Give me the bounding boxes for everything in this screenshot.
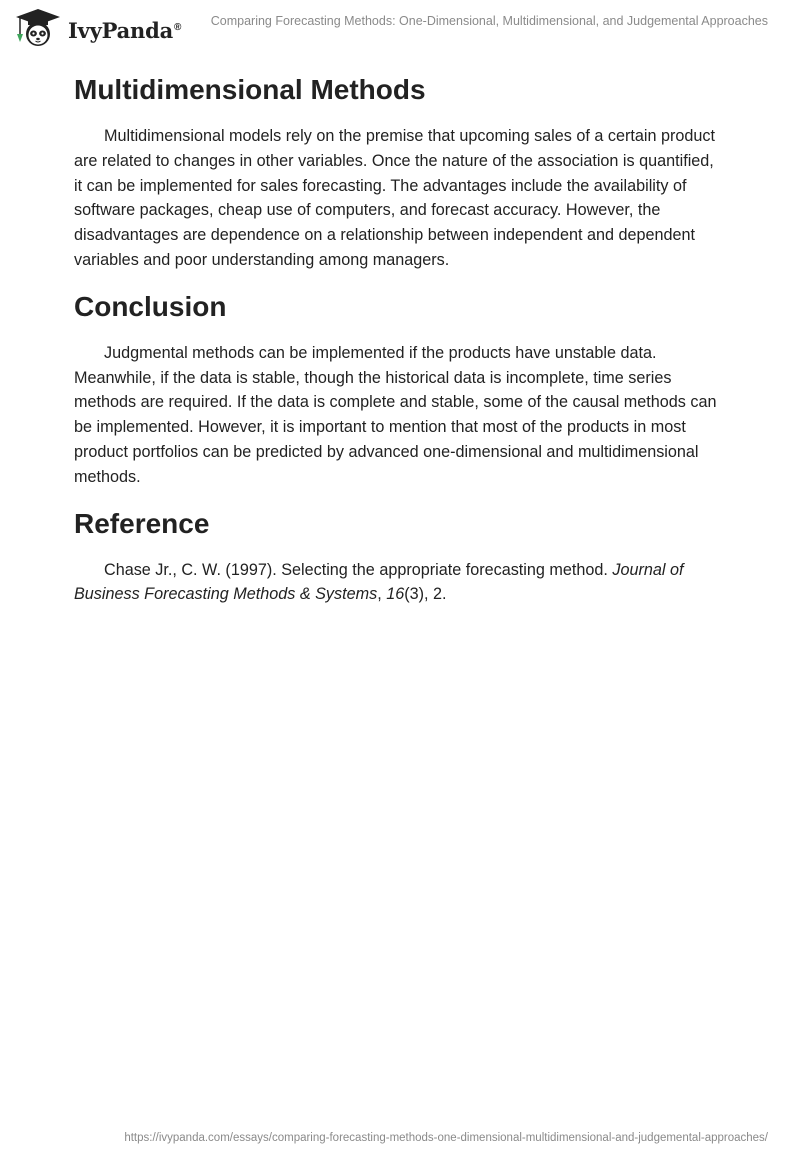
section-paragraph: Multidimensional models rely on the premise that upcoming sales of a certain product are related to changes in other variables. Once the nature of the association is quantified, it can be implemented for sales forecasting. The advantages include the availability of software packages, cheap use of computers, and forecast accuracy. However, the disadvantages are dependence on a relationship between independent and dependent variables and poor understanding among managers. [74, 127, 715, 269]
reference-journal: Journal of Business Forecasting Methods & Systems [74, 560, 684, 604]
reference-authors-title: Chase Jr., C. W. (1997). Selecting the appropriate forecasting method. [104, 560, 608, 579]
section-conclusion [74, 287, 724, 490]
essay-content [74, 70, 724, 621]
document-title: Comparing Forecasting Methods: One-Dimensional, Multidimensional, and Judgemental Approaches [210, 14, 768, 28]
section-heading: Multidimensional Methods [74, 74, 426, 105]
page-footer-url[interactable]: https://ivypanda.com/essays/comparing-forecasting-methods-one-dimensional-multidimensional-and-judgemental-approaches/ [124, 1132, 768, 1144]
section-paragraph: Judgmental methods can be implemented if the products have unstable data. Meanwhile, if the data is stable, though the historical data is incomplete, time series methods are required. If the data is complete and stable, some of the causal methods can be implemented. However, it is important to mention that most of the products in most product portfolios can be predicted by advanced one-dimensional and multidimensional methods. [74, 343, 717, 486]
section-heading: Conclusion [74, 290, 227, 322]
registered-mark: ® [174, 21, 182, 33]
reference-issue-pages: (3), 2. [404, 585, 447, 604]
panda-graduation-cap-icon [14, 8, 62, 48]
reference-entry: Chase Jr., C. W. (1997). Selecting the appropriate forecasting method. Journal of Business Forecasting Methods & Systems, 16(3), 2. [74, 560, 684, 604]
section-reference [74, 504, 724, 608]
page-header [0, 0, 800, 60]
section-heading: Reference [74, 507, 210, 539]
brand-name: IvyPanda® [68, 17, 182, 43]
ivypanda-logo[interactable] [14, 8, 181, 48]
reference-volume: 16 [386, 585, 405, 604]
section-multidimensional-methods [74, 70, 724, 273]
